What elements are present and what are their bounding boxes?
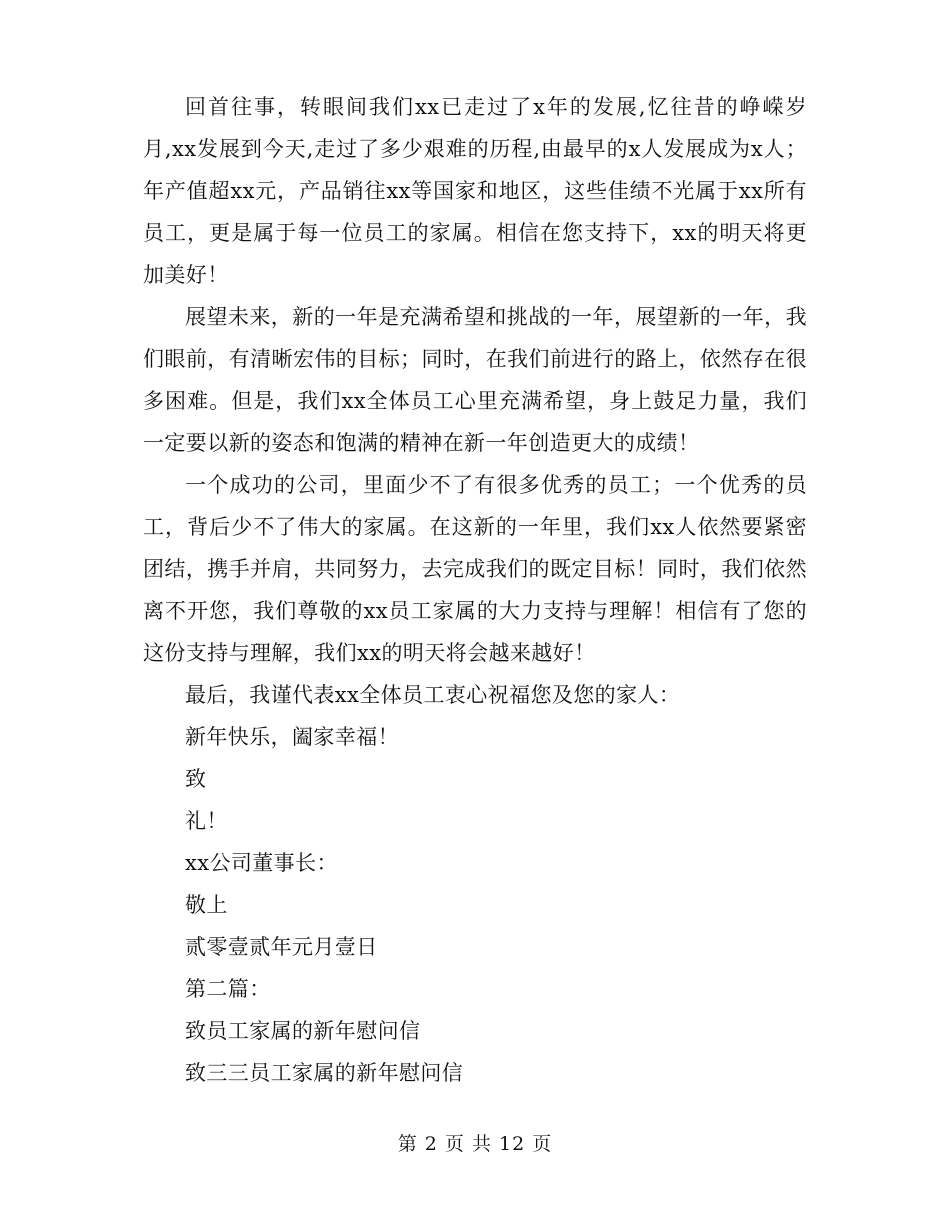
paragraph-review: 回首往事，转眼间我们xx已走过了x年的发展,忆往昔的峥嵘岁月,xx发展到今天,走过了多少艰难的历程,由最早的x人发展成为x人；年产值超xx元，产品销往xx等国家和地区，这些佳绩不光属于xx所有员工，更是属于每一位员工的家属。相信在您支持下，xx的明天将更加美好！ <box>143 95 807 287</box>
greeting-line: 新年快乐，阖家幸福！ <box>185 725 399 749</box>
signer-title: xx公司董事长： <box>185 851 338 875</box>
page-number: 第 2 页 共 12 页 <box>397 1133 553 1155</box>
salutation-li: 礼！ <box>185 809 228 833</box>
paragraph-families: 一个成功的公司，里面少不了有很多优秀的员工；一个优秀的员工，背后少不了伟大的家属。在这新的一年里，我们xx人依然要紧密团结，携手并肩，共同努力，去完成我们的既定目标！同时，我们依然离不开您，我们尊敬的xx员工家属的大力支持与理解！相信有了您的这份支持与理解，我们xx的明天将会越来越好！ <box>143 473 807 665</box>
letter-date: 贰零壹贰年元月壹日 <box>185 935 378 959</box>
paragraph-outlook: 展望未来，新的一年是充满希望和挑战的一年，展望新的一年，我们眼前，有清晰宏伟的目标；同时，在我们前进行的路上，依然存在很多困难。但是，我们xx全体员工心里充满希望，身上鼓足力量，我们一定要以新的姿态和饱满的精神在新一年创造更大的成绩！ <box>143 305 807 455</box>
document-body <box>143 86 807 1094</box>
signer-respect: 敬上 <box>185 893 228 917</box>
closing-wishes-line: 最后，我谨代表xx全体员工衷心祝福您及您的家人： <box>185 683 681 707</box>
salutation-zhi: 致 <box>185 767 207 791</box>
section-title: 致员工家属的新年慰问信 <box>185 1019 421 1043</box>
section-subtitle: 致三三员工家属的新年慰问信 <box>185 1061 464 1085</box>
section-heading: 第二篇： <box>185 977 271 1001</box>
